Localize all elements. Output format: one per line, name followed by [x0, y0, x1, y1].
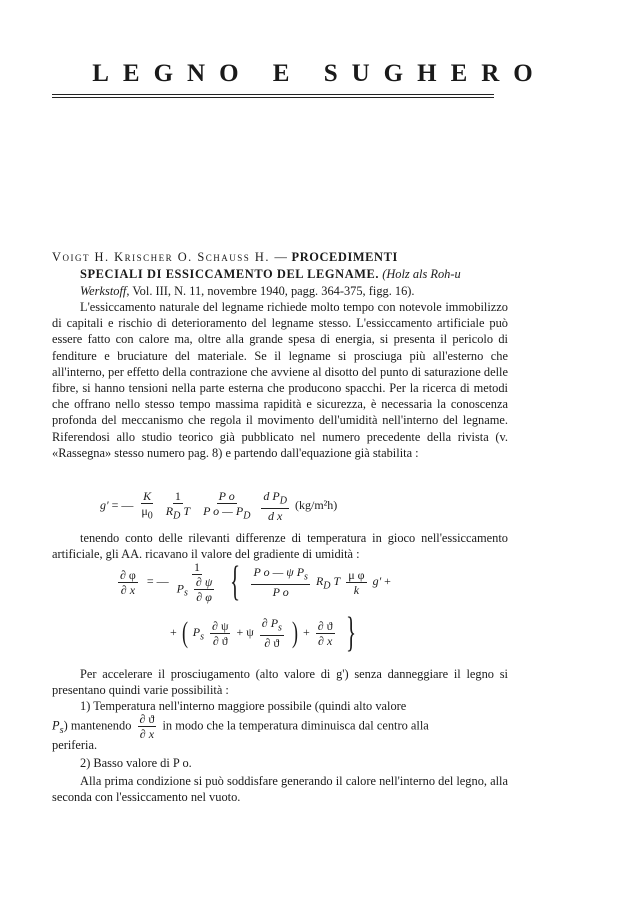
header-rule-top: [52, 94, 494, 95]
formula-unit: (kg/m²h): [295, 497, 338, 512]
item-2: 2) Basso valore di P o.: [80, 756, 192, 770]
formula-gradient-line-1: $\frac{\partial \varphi}{\partial x}$ = — 1 $P_s$ $\frac{\partial \psi}{\partial \varphi}$ { $\frac{P o — \psi P_s}{\text{P o}}$ $R_D$ T $\frac{\text{μ φ}}{k}$ g' +: [120, 559, 391, 605]
bibliographic-reference: [52, 249, 508, 300]
item-1-line-2: $P_s$) mantenendo $\frac{\partial ϑ}{\partial x}$ in modo che la temperatura diminuisca dal centro alla: [52, 712, 429, 741]
paragraph-4: Alla prima condizione si può soddisfare generando il calore nell'interno del legno, alla seconda con l'essiccamento nel vuoto.: [52, 774, 508, 805]
formula-gradient-line-2: + ( $P_s$ $\frac{\partial \psi}{\partial ϑ}$ + ψ $\frac{\partial P_s}{\partial ϑ}$ ) + $\frac{\partial ϑ}{\partial x}$ }: [170, 610, 356, 656]
formula-g-prime: g' = — $\frac{K}{\mu_0}$ $\frac{1}{R_D T}$ $\frac{\text{P o}}{P o — P_D}$ $\frac{d P_D}{\text{d x}}$ (kg/m²h): [100, 489, 338, 524]
article-title-line-1: PROCEDIMENTI: [291, 250, 398, 264]
journal-details: , Vol. III, N. 11, novembre 1940, pagg. 364-375, figg. 16).: [126, 284, 415, 298]
item-1-line-1: 1) Temperatura nell'interno maggiore possibile (quindi alto valore: [80, 699, 407, 713]
paragraph-3: Per accelerare il prosciugamento (alto valore di g') senza danneggiare il legno si presentano quindi varie possibilità :: [52, 667, 508, 698]
paragraph-1: L'essiccamento naturale del legname richiede molto tempo con notevole immobilizzo di capitali e rischio di deterioramento del legname stesso. L'essiccamento artificiale può essere fatto con calore ma, oltre alla grande spesa di energia, si presenta il pericolo di fenditure e bruciature del materiale. Se il legname si prosciuga più all'esterno che all'interno, per effetto della contrazione che avviene al disotto del punto di saturazione delle fibre, si hanno tensioni nella parte esterna che producono spacchi. Per la ricerca di metodi che offrano nello stesso tempo massima rapidità e sicurezza, è necessaria la conoscenza profonda del meccanismo che regola il movimento dell'umidità nell'interno del legname. Riferendosi allo studio teorico già pubblicato nel numero precedente della rivista (v. «Rassegna» stesso numero pag. 8) e partendo dall'equazione già stabilita :: [52, 300, 508, 460]
journal-name: (Holz als Roh-u Werkstoff: [80, 267, 461, 298]
page-header: LEGNO E SUGHERO: [92, 60, 547, 87]
authors: Voigt H. Krischer O. Schauss H. —: [52, 250, 289, 264]
paragraph-2: tenendo conto delle rilevanti differenze di temperatura in gioco nell'essiccamento artificiale, gli AA. ricavano il valore del gradiente di umidità :: [52, 531, 508, 562]
header-rule-bottom: [52, 97, 494, 98]
item-1-line-3: periferia.: [52, 738, 98, 752]
article-title-line-2: SPECIALI DI ESSICCAMENTO DEL LEGNAME.: [80, 267, 380, 281]
